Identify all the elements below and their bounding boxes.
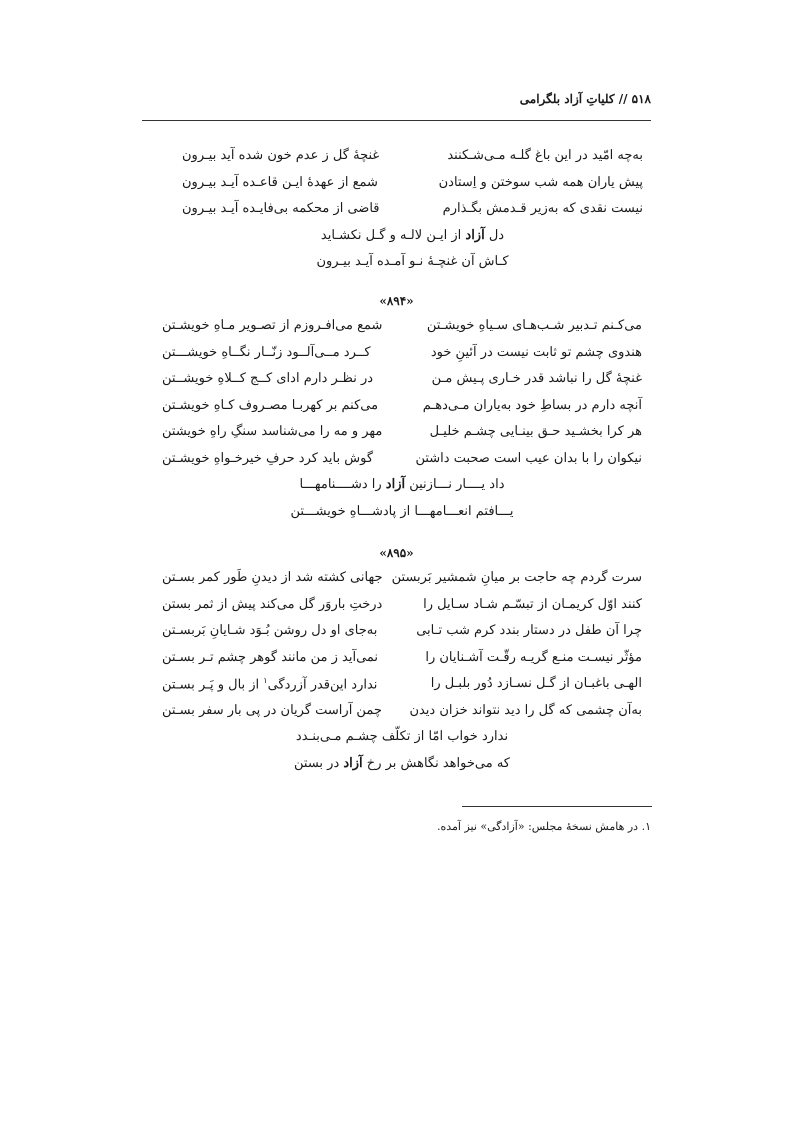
hemistich-second: کــرد مــی‌آلــود زنّــار نگــاهِ خویشـــتن [162,344,371,360]
couplet [162,650,642,677]
hemistich-second: نمی‌آید ز من مانند گوهر چشم تـر بسـتن [162,649,379,665]
hemistich-first: نیست نقدی که به‌زیر قـدمش بگـذارم [442,201,643,216]
couplet [182,201,643,228]
couplet [162,318,642,345]
hemistich-first: به‌آن چشمی که گل را دید نتواند خزان دیدن [409,702,642,718]
hemistich-first: آنچه دارم در بساطِ خود به‌یاران مـی‌دهـم [422,397,642,413]
footnote: ۱. در هامش نسخهٔ مجلس: «آزادگی» نیز آمده. [436,820,651,833]
couplet [162,424,642,451]
hemistich-first: کنند اوّل کریمـان از تبسّـم شـاد سـایل را [423,596,642,612]
couplet [162,451,642,478]
couplet [182,148,643,175]
header-rule [142,120,651,121]
couplet [182,175,643,202]
hemistich-second: به‌جای او دل روشن بُـوَد شـایانِ بَربسـتن [162,623,378,638]
hemistich-first: چرا آن طفل در دستار بندد کرم شب تـابی [416,623,642,638]
closing-line-1: دل آزاد از ایـن لالـه و گـل نکشـاید [320,227,505,243]
closing-line-2: یـــافتم انعـــامهـــا از پادشـــاهِ خویشـــتن [290,503,514,519]
hemistich-second: در نظـر دارم ادای کــج کــلاهِ خویشــتن [162,371,374,386]
couplet [162,676,642,703]
hemistich-first: می‌کـنم تـدبیر شـب‌هـای سـیاهِ خویشـتن [426,318,642,333]
hemistich-first: هندوی چشم تو ثابت نیست در آئینِ خود [430,344,642,360]
hemistich-second: چمن آراست گریان در پی بار سفر بسـتن [162,702,382,718]
hemistich-second: قاضی از محکمه بی‌فایـده آیـد بیـرون [182,201,380,216]
footnote-marker[interactable]: ۱ [263,676,268,685]
couplet [162,570,642,597]
hemistich-first: سرت گردم چه حاجت بر میانِ شمشیر بَربستن [391,570,642,585]
hemistich-second: شمع می‌افـروزم از تصـویر مـاهِ خویشـتن [162,318,383,333]
couplet [162,597,642,624]
couplet [162,371,642,398]
hemistich-second: درختِ باروَر گل می‌کند پیش از ثمر بستن [162,596,383,612]
ghazal-894 [162,318,642,530]
running-head: ۵۱۸ // کلیاتِ آزاد بلگرامی [519,92,651,106]
hemistich-first: الهـی باغبـان از گـل نسـازد دُور بلبـل را [430,676,642,691]
pen-name: آزاد [465,227,485,243]
hemistich-second: گوش باید کرد حرفِ خیرخـواهِ خویشـتن [162,450,374,466]
ghazal-895 [162,570,642,782]
closing-line-1: داد یــــار نـــازنین آزاد را دشــــنامهـــا [299,477,505,492]
couplet [162,623,642,650]
hemistich-second: مهر و مه را می‌شناسد سنگِ راهِ خویشتن [162,424,383,439]
hemistich-second: می‌کنم بر کهربـا مصـروف کـاهِ خویشـتن [162,397,379,413]
hemistich-first: مؤثّر نیسـت منـع گریـه رقّـت آشـنایان را [425,649,642,665]
ghazal-number-894: «۸۹۴» [379,294,414,308]
hemistich-second: ندارد این‌قدر آزردگی$^۱$ از بال و پَـر بسـتن [162,676,378,693]
closing-line-1: ندارد خواب امّا از تکلّف چشـم مـی‌بنـدد [295,729,509,744]
hemistich-second: جهانی کشته شد از دیدنِ طَور کمر بسـتن [162,570,383,585]
hemistich-second: غنچهٔ گل ز عدم خون شده آید بیـرون [182,148,380,163]
ghazal-number-895: «۸۹۵» [379,546,414,560]
pen-name: آزاد [385,477,406,492]
hemistich-first: پیش یاران همه شب سوختن و اِستادن [438,174,643,190]
closing-line-2: که می‌خواهد نگاهش بر رخ آزاد در بستن [294,755,510,771]
couplet [162,345,642,372]
hemistich-second: شمع از عهدهٔ ایـن قاعـده آیـد بیـرون [182,174,378,190]
hemistich-first: غنچهٔ گل را نباشد قدر خـاری پـیش مـن [431,371,642,386]
footnote-rule [462,806,652,807]
hemistich-first: هر کرا بخشـید حـق بینـایی چشـم خلیـل [429,424,642,439]
hemistich-first: نیکوان را با بدان عیب است صحبت داشتن [415,450,642,466]
ghazal-continuation [182,148,643,281]
pen-name: آزاد [343,755,363,771]
hemistich-first: به‌چه امّید در این باغ گلـه مـی‌شـکنند [447,148,643,163]
couplet [162,398,642,425]
couplet [162,703,642,730]
closing-line-2: کـاش آن غنچـهٔ نـو آمـده آیـد بیـرون [316,254,509,269]
